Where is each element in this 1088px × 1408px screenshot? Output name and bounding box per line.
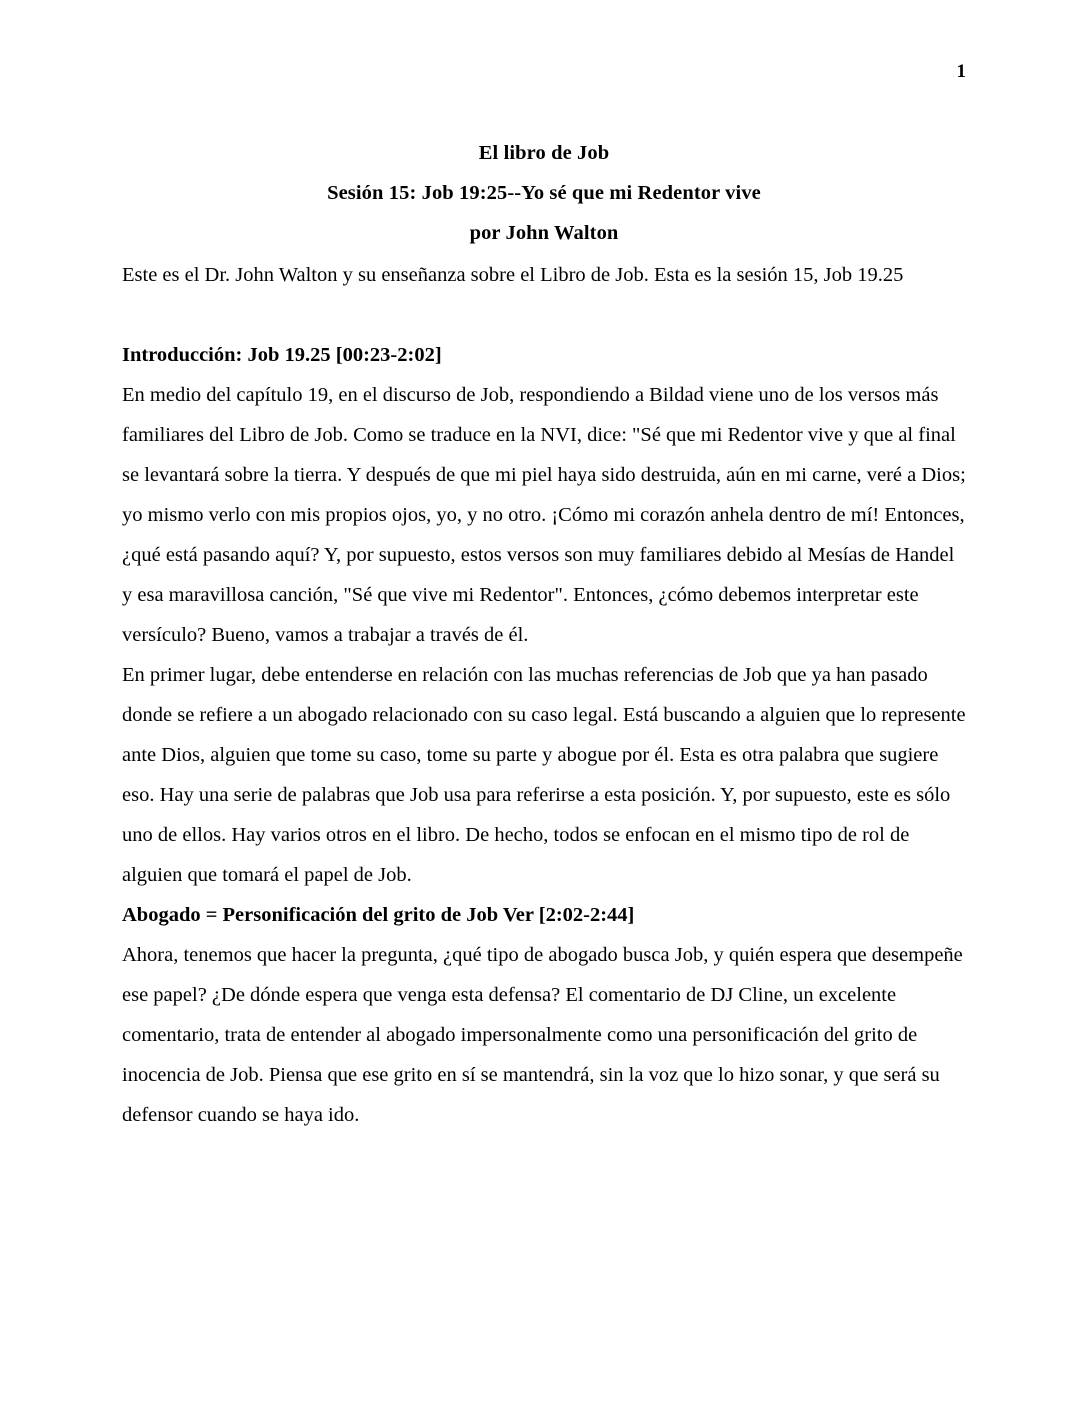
section-0-paragraph-1: En primer lugar, debe entenderse en relación con las muchas referencias de Job que ya han pasado donde se refiere a un abogado relacionado con su caso legal. Está buscando a alguien que lo represente ante Dios, alguien que tome su caso, tome su parte y abogue por él. Esta es otra palabra que sugiere eso. Hay una serie de palabras que Job usa para referirse a esta posición. Y, por supuesto, este es sólo uno de ellos. Hay varios otros en el libro. De hecho, todos se enfocan en el mismo tipo de rol de alguien que tomará el papel de Job. [122, 664, 966, 886]
document-title: El libro de Job [478, 142, 610, 164]
section-heading-abogado: Abogado = Personificación del grito de Job Ver [2:02-2:44] [122, 904, 635, 926]
section-1-paragraph-0: Ahora, tenemos que hacer la pregunta, ¿qué tipo de abogado busca Job, y quién espera que desempeñe ese papel? ¿De dónde espera que venga esta defensa? El comentario de DJ Cline, un excelente comentario, trata de entender al abogado impersonalmente como una personificación del grito de inocencia de Job. Piensa que ese grito en sí se mantendrá, sin la voz que lo hizo sonar, y que será su defensor cuando se haya ido. [122, 944, 963, 1126]
document-title-block [122, 133, 966, 253]
section-0-paragraph-0: En medio del capítulo 19, en el discurso de Job, respondiendo a Bildad viene uno de los versos más familiares del Libro de Job. Como se traduce en la NVI, dice: "Sé que mi Redentor vive y que al final se levantará sobre la tierra. Y después de que mi piel haya sido destruida, aún en mi carne, veré a Dios; yo mismo verlo con mis propios ojos, yo, y no otro. ¡Cómo mi corazón anhela dentro de mí! Entonces, ¿qué está pasando aquí? Y, por supuesto, estos versos son muy familiares debido al Mesías de Handel y esa maravillosa canción, "Sé que vive mi Redentor". Entonces, ¿cómo debemos interpretar este versículo? Bueno, vamos a trabajar a través de él. [122, 384, 966, 646]
paragraph-spacer [122, 295, 966, 335]
document-author: por John Walton [469, 222, 619, 244]
document-body [122, 133, 966, 1135]
intro-paragraph: Este es el Dr. John Walton y su enseñanza sobre el Libro de Job. Esta es la sesión 15, Job 19.25 [122, 264, 904, 286]
section-heading-introduccion: Introducción: Job 19.25 [00:23-2:02] [122, 344, 442, 366]
document-subtitle: Sesión 15: Job 19:25--Yo sé que mi Redentor vive [327, 182, 761, 204]
page-number: 1 [956, 61, 966, 82]
